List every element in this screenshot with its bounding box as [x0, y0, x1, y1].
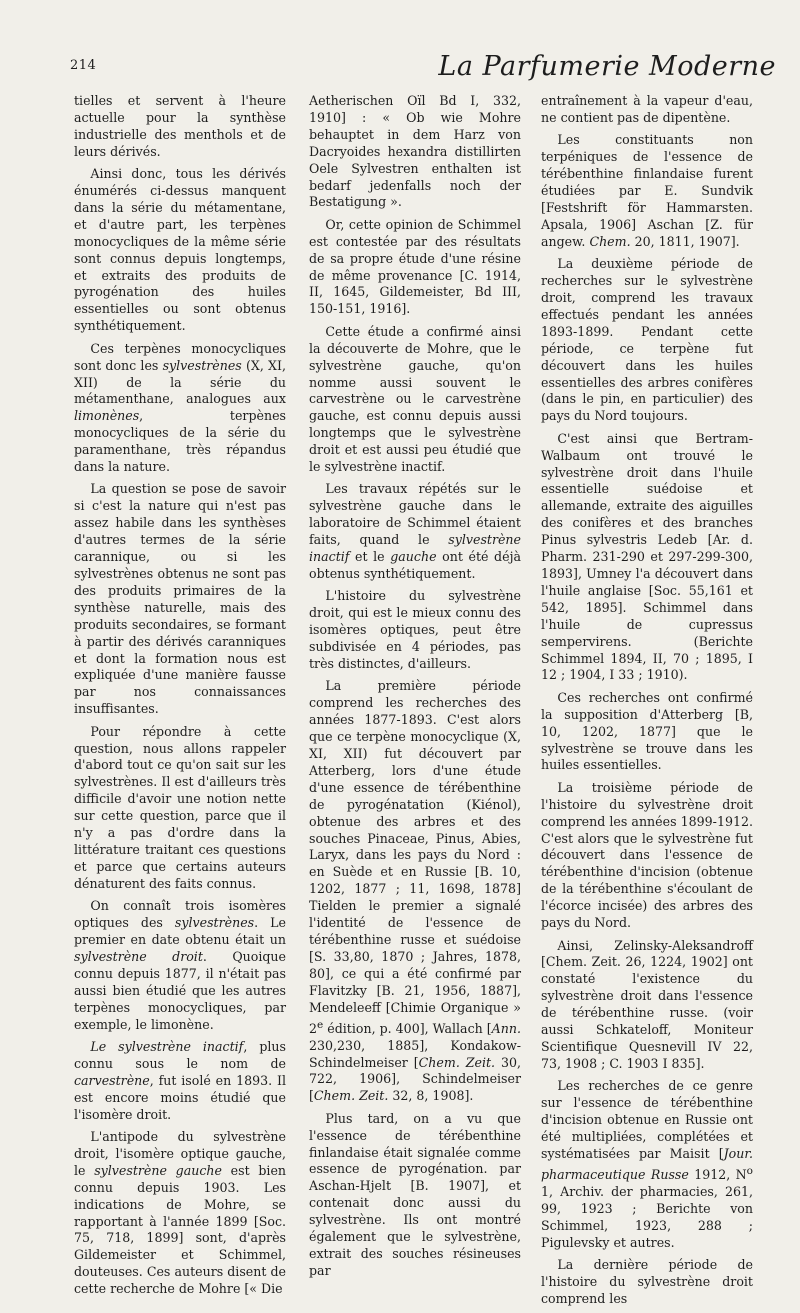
paragraph: Le sylvestrène inactif, plus connu sous le nom de carvestrène, fut isolé en 1893. Il est encore moins étudié que l'isomère droit. — [74, 1038, 286, 1122]
page-number: 214 — [70, 58, 97, 73]
paragraph: On connaît trois isomères optiques des sylvestrènes. Le premier en date obtenu était un sylvestrène droit. Quoique connu depuis 1877, il n'était pas aussi bien étudié que les autres terpènes monocycliques, par exemple, le limonène. — [74, 898, 286, 1032]
paragraph: tielles et servent à l'heure actuelle pour la synthèse industrielle des menthols et de leurs dérivés. — [74, 93, 286, 159]
paragraph: La deuxième période de recherches sur le sylvestrène droit, comprend les travaux effectués pendant les années 1893-1899. Pendant cette période, ce terpène fut découvert dans les huiles essentielles des arbres conifères (dans le pin, en particulier) des pays du Nord toujours. — [541, 256, 753, 424]
paragraph: Ainsi, Zelinsky-Aleksandroff [Chem. Zeit. 26, 1224, 1902] ont constaté l'existence du sylvestrène droit dans l'essence de térébenthine russe. (voir aussi Schkateloff, Moniteur Scientifique Quesnevill IV 22, 73, 1908 ; C. 1903 I 835]. — [541, 937, 753, 1071]
text-column-3 — [541, 93, 753, 1313]
paragraph: Les constituants non terpéniques de l'essence de térébenthine finlandaise furent étudiées par E. Sundvik [Festshrift för Hammarsten. Apsala, 1906] Aschan [Z. für angew. Chem. 20, 1811, 1907]. — [541, 132, 753, 249]
paragraph: Ces recherches ont confirmé la supposition d'Atterberg [B, 10, 1202, 1877] que le sylvestrène se trouve dans les huiles essentielles. — [541, 689, 753, 773]
paragraph: La dernière période de l'histoire du sylvestrène droit comprend les — [541, 1257, 753, 1306]
page-header — [70, 52, 776, 92]
paragraph: Ainsi donc, tous les dérivés énumérés ci-dessus manquent dans la série du métamentane, et d'autre part, les terpènes monocycliques de la même série sont connus depuis longtemps, et extraits des produits de pyrogénation des huiles essentielles ou sont obtenus synthétiquement. — [74, 166, 286, 334]
text-column-1 — [74, 93, 286, 1304]
paragraph: L'histoire du sylvestrène droit, qui est le mieux connu des isomères optiques, peut être subdivisée en 4 périodes, pas très distinctes, d'ailleurs. — [309, 588, 521, 671]
paragraph: Les travaux répétés sur le sylvestrène gauche dans le laboratoire de Schimmel étaient faits, quand le sylvestrène inactif et le gauche ont été déjà obtenus synthétiquement. — [309, 481, 521, 581]
paragraph: Cette étude a confirmé ainsi la découverte de Mohre, que le sylvestrène gauche, qu'on nomme aussi souvent le carvestrène ou le carvestrène gauche, est connu depuis aussi longtemps que le sylvestrène droit et est aussi peu étudié que le sylvestrène inactif. — [309, 323, 521, 475]
paragraph: Ces terpènes monocycliques sont donc les sylvestrènes (X, XI, XII) de la série du métamenthane, analogues aux limonènes, terpènes monocycliques de la série du paramenthane, très répandus dans la nature. — [74, 340, 286, 475]
paragraph: La première période comprend les recherches des années 1877-1893. C'est alors que ce terpène monocyclique (X, XI, XII) fut découvert par Atterberg, lors d'une étude d'une essence de térébenthine de pyrogénatation (Kiénol), obtenue des arbres et des souches Pinaceae, Pinus, Abies, Laryx, dans les pays du Nord : en Suède et en Russie [B. 10, 1202, 1877 ; 11, 1698, 1878] Tielden le premier a signalé l'identité de l'essence de térébenthine russe et suédoise [S. 33,80, 1870 ; Jahres, 1878, 80], ce qui a été confirmé par Flavitzky [B. 21, 1956, 1887], Mendeleeff [Chimie Organique » 2e édition, p. 400], Wallach [Ann. 230,230, 1885], Kondakow-Schindelmeiser [Chem. Zeit. 30, 722, 1906], Schindelmeiser [Chem. Zeit. 32, 8, 1908]. — [309, 678, 521, 1104]
paragraph: Pour répondre à cette question, nous allons rappeler d'abord tout ce qu'on sait sur les sylvestrènes. Il est d'ailleurs très difficile d'avoir une notion nette sur cette question, parce que il n'y a pas d'ordre dans la littérature traitant ces questions et parce que certains auteurs dénaturent des faits connus. — [74, 723, 286, 891]
paragraph: entraînement à la vapeur d'eau, ne contient pas de dipentène. — [541, 93, 753, 125]
paragraph: Plus tard, on a vu que l'essence de térébenthine finlandaise était signalée comme essence de pyrogénation. par Aschan-Hjelt [B. 1907], et contenait donc aussi du sylvestrène. Ils ont montré également que le sylvestrène, extrait des souches résineuses par — [309, 1110, 521, 1278]
paragraph: L'antipode du sylvestrène droit, l'isomère optique gauche, le sylvestrène gauche est bien connu depuis 1903. Les indications de Mohre, se rapportant à l'année 1899 [Soc. 75, 718, 1899] sont, d'après Gildemeister et Schimmel, douteuses. Ces auteurs disent de cette recherche de Mohre [« Die — [74, 1128, 287, 1297]
paragraph: Or, cette opinion de Schimmel est contestée par des résultats de sa propre étude d'une résine de même provenance [C. 1914, II, 1645, Gildemeister, Bd III, 150-151, 1916]. — [309, 216, 521, 317]
paragraph: La question se pose de savoir si c'est la nature qui n'est pas assez habile dans les synthèses d'autres termes de la série carannique, ou si les sylvestrènes obtenus ne sont pas des produits primaires de la synthèse naturelle, mais des produits secondaires, se formant à partir des dérivés caranniques et dont la formation nous est expliquée d'une manière fausse par nos connaissances insuffisantes. — [74, 481, 286, 717]
paragraph: Aetherischen Oïl Bd I, 332, 1910] : « Ob wie Mohre behauptet in dem Harz von Dacryoides hexandra distillirten Oele Sylvestren enthalten ist bedarf jedenfalls noch der Bestatigung ». — [309, 93, 521, 210]
paragraph: La troisième période de l'histoire du sylvestrène droit comprend les années 1899-1912. C'est alors que le sylvestrène fut découvert dans l'essence de térébenthine d'incision (obtenue de la térébenthine s'écoulant de l'écorce incisée) des arbres des pays du Nord. — [541, 779, 753, 931]
text-column-2 — [309, 93, 521, 1285]
journal-running-title: La Parfumerie Moderne — [438, 51, 776, 82]
paragraph: Les recherches de ce genre sur l'essence de térébenthine d'incision obtenue en Russie ont été multipliées, complétées et systématisées par Maisit [Jour. pharmaceutique Russe 1912, $N^o$ 1, Archiv. der pharmacies, 261, 99, 1923 ; Berichte von Schimmel, 1923, 288 ; Pigulevsky et autres. — [541, 1078, 753, 1250]
paragraph: C'est ainsi que Bertram-Walbaum ont trouvé le sylvestrène droit dans l'huile essentielle suédoise et allemande, extraite des aiguilles des conifères et des branches Pinus sylvestris Ledeb [Ar. d. Pharm. 231-290 et 297-299-300, 1893], Umney l'a découvert dans l'huile anglaise [Soc. 55,161 et 542, 1895]. Schimmel dans l'huile de cupressus sempervirens. (Berichte Schimmel 1894, II, 70 ; 1895, I 12 ; 1904, I 33 ; 1910). — [541, 430, 753, 683]
